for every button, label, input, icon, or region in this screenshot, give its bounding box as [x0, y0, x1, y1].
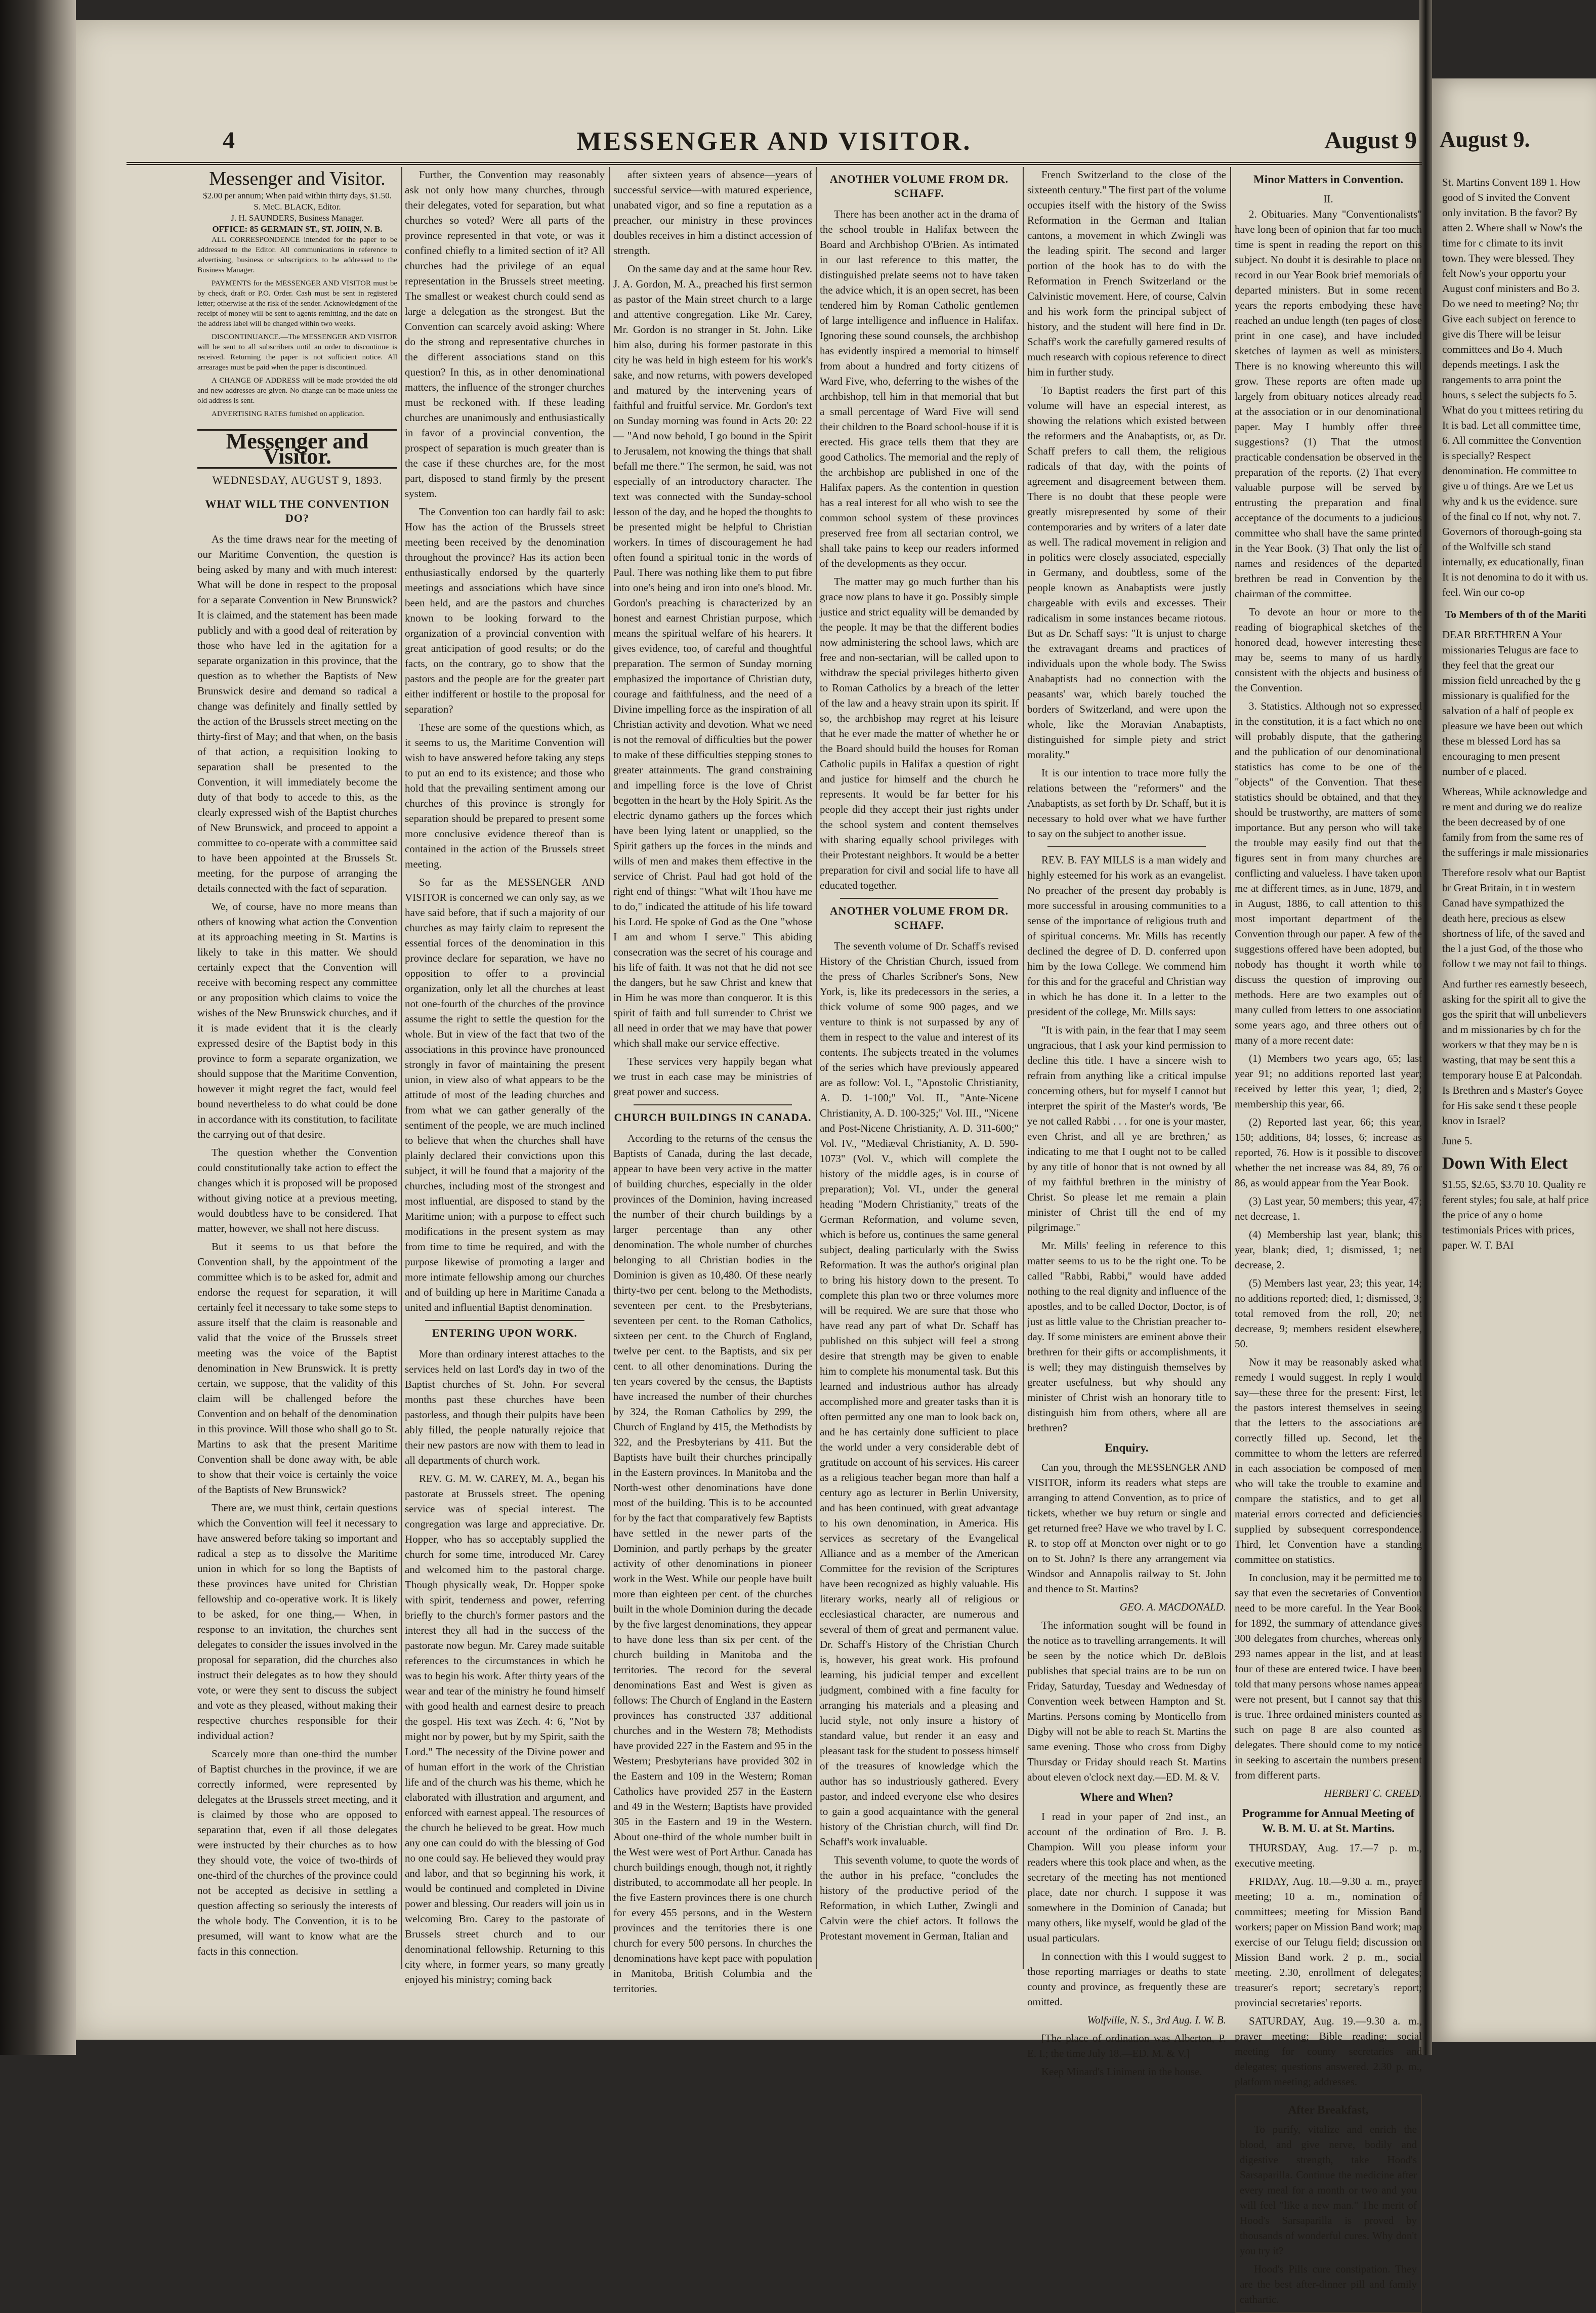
column-3: [613, 167, 812, 1995]
article-paragraph: As the time draws near for the meeting of our Maritime Convention, the question is being asked by many and with much interest: What will be done in respect to the proposal for a separate Convention in New Brunswick? It is claimed, and the statement has been made publicly and with a good deal of reiteration by those who have led in the agitation for a separate organization in this province, that the question as to whether the Baptists of New Brunswick desire and demand so radical a change was definitely and finally settled by the action of the Brussels street meeting on the thirty-first of May; and that when, on the basis of that action, a requisition looking to separation shall be presented to the Convention, it will immediately become the duty of that body to accede to this, as the clearly expressed wish of the Baptist churches of New Brunswick, and proceed to appoint a committee to co-operate with a committee said to have been appointed at the Brussels St. meeting, for the purpose of arranging the details connected with the fact of separation.: [197, 533, 397, 894]
article-paragraph: (2) Reported last year, 66; this year, 150; additions, 84; losses, 6; increase as reported, 76. How is it possible to discover whether the net increase was 84, 89, 76 or 86, as would appear from the Year Book.: [1235, 1116, 1422, 1189]
signature: HERBERT C. CREED.: [1324, 1787, 1422, 1799]
programme-item: THURSDAY, Aug. 17.—7 p. m., executive meeting.: [1235, 1842, 1422, 1869]
column-rule: [816, 167, 817, 1969]
article-paragraph: Now it may be reasonably asked what remedy I would suggest. In reply I would say—these three for the present: First, let the pastors interest themselves in seeing that the letters to the associations are correctly filled up. Second, let the committee to whom the letters are referred in each association be composed of men who will take the trouble to examine and compare the statistics, and to get all material errors corrected and deficiencies supplied by subsequent correspondence. Third, let Convention have a standing committee on statistics.: [1235, 1356, 1422, 1565]
divider: [840, 898, 998, 899]
column-5: [1027, 167, 1226, 2078]
divider: [634, 1104, 792, 1105]
issue-date: August 9: [1324, 127, 1417, 154]
article-paragraph: REV. B. FAY MILLS is a man widely and highly esteemed for his work as an evangelist. No preacher of the present day probably is more successful in arousing communities to a sense of the importance of religious truth and of spiritual concerns. Mr. Mills has recently declined the degree of D. D. conferred upon him by the Iowa College. We commend him for this and for the graceful and Christian way in which he has done it. In a letter to the president of the college, Mr. Mills says:: [1027, 854, 1226, 1018]
column-rule: [1230, 167, 1231, 1969]
article-paragraph: These services very happily began what we trust in each case may be ministries of great power and success.: [613, 1055, 812, 1098]
article-paragraph: These are some of the questions which, as it seems to us, the Maritime Convention will wish to have answered before taking any steps to put an end to its existence; and those who hold that the prevailing sentiment among our churches of this province is strongly for separation should be prepared to present some more conclusive evidence thereof than is contained in the action of the Brussels street meeting.: [405, 721, 605, 870]
article-paragraph: The Convention too can hardly fail to ask: How has the action of the Brussels street meeting been received by the denomination throughout the province? Has its action been enthusiastically endorsed by the quarterly meetings and associations which have since been held, and are the pastors and churches known to be looking forward to the organization of a provincial convention with great anticipation of good results; or do the facts, on the contrary, go to show that the pastors and the people are for the greater part either indifferent or hostile to the proposal for separation?: [405, 506, 605, 715]
article-paragraph: (5) Members last year, 23; this year, 14; no additions reported; died, 1; dismissed, 3; total removed from the roll, 20; net decrease, 9; members resident elsewhere, 50.: [1235, 1277, 1422, 1350]
advert-text: To purify, vitalize and enrich the blood, and give nerve, bodily and digestive strength, take Hood's Sarsaparilla. Continue the medicine after every meal for a month or two and you will feel "like a new man." The merit of Hood's Sarsaparilla is proved by thousands of wonderful cures. Why don't you try it?: [1240, 2123, 1417, 2257]
masthead-notice: PAYMENTS for the MESSENGER AND VISITOR must be by check, draft or P.O. Order. Cash must be sent in registered letter; otherwise at the risk of the sender. Acknowledgment of the receipt of money will be sent to agents remitting, and the date on the address label will be changed within two weeks.: [197, 279, 397, 328]
facing-page-date: August 9.: [1440, 127, 1530, 152]
masthead-manager: J. H. SAUNDERS, Business Manager.: [231, 213, 364, 223]
masthead-notice: ADVERTISING RATES furnished on application.: [212, 410, 365, 418]
advertisement: [1235, 2094, 1422, 2313]
article-paragraph: (4) Membership last year, blank; this year, blank; died, 1; dismissed, 1; net decrease, 2.: [1235, 1228, 1422, 1271]
fragment-paragraph: Therefore resolv what our Baptist br Great Britain, in t in western Canad have sympathized the death here, precious as elsew shortness of life, of the saved and the l a just God, of the those who follow t we may not fail to things.: [1442, 866, 1587, 970]
facing-page-text: [1442, 175, 1589, 1253]
divider: [425, 1320, 584, 1321]
article-paragraph: In conclusion, may it be permitted me to say that even the secretaries of Convention need to be more careful. In the Year Book for 1892, the summary of attendance gives 300 delegates from churches, whereas only 293 names appear in the list, and at least four of these are entered twice. I have been told that many persons whose names appear were not present, but I cannot say that this is true. Three ordained ministers counted as such on page 8 are also counted as delegates. There should come to my notice in seeking to ascertain the numbers present from different parts.: [1235, 1572, 1422, 1781]
article-paragraph: We, of course, have no more means than others of knowing what action the Convention at its approaching meeting in St. Martins is likely to take in this matter. We should certainly expect that the Convention will receive with becoming respect any committee or any proposition which claims to voice the wishes of the New Brunswick churches, and if it is made evident that it is the clearly expressed desire of the Baptist body in this province to form a separate organization, we should suppose that the Maritime Convention, however it might regret the fact, would feel bound nevertheless to do what could be done in accordance with its constitution, to facilitate the carrying out of that desire.: [197, 900, 397, 1140]
book-binding: [0, 0, 76, 2055]
article-paragraph: According to the returns of the census the Baptists of Canada, during the last decade, appear to have been very active in the matter of building churches, especially in the older provinces of the Dominion, having increased the number of their church buildings by a larger percentage than any other denomination. The whole number of churches belonging to all Christian bodies in the Dominion is given as 10,480. Of these nearly thirty-two per cent. belong to the Methodists, seventeen per cent. to the Presbyterians, seventeen per cent. to the Roman Catholics, sixteen per cent. to the Church of England, twelve per cent. to the Baptists, and six per cent. to all other denominations. During the ten years covered by the census, the Baptists have increased the number of their churches by 324, the Roman Catholics by 299, the Church of England by 415, the Methodists by 322, and the Presbyterians by 411. But the Baptists have built their churches principally in the Eastern provinces. In Manitoba and the North-west other denominations have done most of the building. This is to be accounted for by the fact that comparatively few Baptists have settled in the newer parts of the Dominion, and partly perhaps by the greater activity of other denominations in pioneer work in the West. While our people have built more than eighteen per cent. of the churches built in the whole Dominion during the decade by the five largest denominations, they appear to have done less than six per cent. of the church building in Manitoba and the territories. The record for the several denominations East and West is given as follows: The Church of England in the Eastern provinces has constructed 337 additional churches and in the Western 78; Methodists have provided 227 in the Eastern and 95 in the Western; Presbyterians have provided 302 in the Eastern and 109 in the Western; Roman Catholics have provided 257 in the Eastern and 49 in the Western; Baptists have provided 305 in the Eastern and 19 in the Western. About one-third of the whole number built in the West were west of Port Arthur. Canada has church buildings enough, though not, it rightly distributed, to accommodate all her people. In the five Eastern provinces there is one church for every 455 persons, and in the Western provinces and the territories there is one church for every 500 persons. In churches the denominations have kept pace with population in Manitoba, British Columbia and the territories.: [613, 1132, 812, 1995]
article-paragraph: "It is with pain, in the fear that I may seem ungracious, that I ask your kind permission to decline this title. I have a sincere wish to refrain from anything like a critical impulse concerning others, but for myself I cannot but interpret the spirit of the Master's words, 'Be ye not called Rabbi . . . for one is your master, even Christ, and all ye are brethren,' as indicating to me that I ought not to be called by any title of honor that is not owned by all of my faithful brethren in the ministry of Christ. So please let me remain a plain minister of Christ till the end of my pilgrimage.": [1027, 1024, 1226, 1233]
advert-line: Keep Minard's Liniment in the house.: [1041, 2066, 1202, 2078]
article-paragraph: This seventh volume, to quote the words of the author in his preface, "concludes the history of the productive period of the Reformation, in which Luther, Zwingli and Calvin were the chief actors. It follows the Protestant movement in German, Italian and: [820, 1854, 1019, 1942]
page-number: 4: [223, 127, 235, 154]
advert-heading: After Breakfast,: [1288, 2103, 1369, 2116]
section-heading: Programme for Annual Meeting of W. B. M. U. at St. Martins.: [1242, 1807, 1415, 1835]
article-paragraph: The question whether the Convention could constitutionally take action to effect the changes which it is proposed will be proposed without giving notice at a previous meeting, would doubtless have to be considered. That matter, however, we shall not here discuss.: [197, 1146, 397, 1234]
article-paragraph: Can you, through the MESSENGER AND VISITOR, inform its readers what steps are arranging to attend Convention, as to price of tickets, whether we buy return or single and get returned free? Have we who travel by I. C. R. to stop off at Moncton over night or to go on to St. John? Is there any arrangement via Windsor and Annapolis railway to St. John and thence to St. Martins?: [1027, 1461, 1226, 1595]
column-4: [820, 167, 1019, 1969]
signature: GEO. A. MACDONALD.: [1119, 1601, 1226, 1613]
column-1: [197, 167, 397, 1969]
article-heading: ANOTHER VOLUME FROM DR. SCHAFF.: [829, 173, 1009, 199]
column-2: [405, 167, 605, 1986]
article-paragraph: In connection with this I would suggest to those reporting marriages or deaths to state county and province, as frequently these are omitted.: [1027, 1950, 1226, 2008]
column-rule: [1023, 167, 1024, 1969]
article-heading: ANOTHER VOLUME FROM DR. SCHAFF.: [829, 904, 1009, 931]
article-paragraph: [The place of ordination was Alberton, P. E. I.; the time July 18.—ED. M. & V.]: [1027, 2032, 1226, 2059]
article-paragraph: (1) Members two years ago, 65; last year 91; no additions reported last year; received by letter this year, 1; died, 2; membership this year, 66.: [1235, 1052, 1422, 1110]
article-paragraph: More than ordinary interest attaches to the services held on last Lord's day in two of the Baptist churches of St. John. For several months past these churches have been pastorless, and though their pulpits have been ably filled, the people naturally rejoice that their new pastors are now with them to lead in all departments of church work.: [405, 1348, 605, 1466]
facing-page: [1432, 78, 1596, 2042]
newspaper-title: MESSENGER AND VISITOR.: [576, 127, 972, 156]
fragment-paragraph: St. Martins Convent 189 1. How good of S invited the Convent only invitation. B the favor? By atten 2. Where shall w Now's the time for c climate to its invit town. They were blessed. They felt Now's your opportu your August conf ministers and Bo 3. Do we need to meeting? No; thr Give each subject on ference to give dis There will be leisur committees and Bo 4. Much depends meetings. I ask the rangements to arra point the hours, s select the subjects fo 5. What do you t mittees retiring du It is bad. Let all committee time, 6. All committee the Convention is specially? Respect denomination. He committee to give u of things. Are we Let us why and k us the evidence. sure of the final co If not, why not. 7. Governors of thorough-going sta of the Wolfville sch stand internally, ex educationally, finan It is not denomina to do it with us. feel. Win our co-op: [1442, 176, 1588, 598]
article-paragraph: The information sought will be found in the notice as to travelling arrangements. It will be seen by the notice which Dr. deBlois publishes that special trains are to be run on Friday, Saturday, Tuesday and Wednesday of Convention week between Hampton and St. Martins. Persons coming by Monticello from Digby will not be able to reach St. Martins the same evening. Those who cross from Digby Thursday or Friday should reach St. Martins about eleven o'clock next day.—ED. M. & V.: [1027, 1619, 1226, 1783]
article-paragraph: Mr. Mills' feeling in reference to this matter seems to us to be the right one. To be called "Rabbi, Rabbi," would have added nothing to the real dignity and influence of the apostles, and to be called Doctor, Doctor, is of just as little value to the Christian preacher to-day. If some ministers are eminent above their brethren for their gifts or accomplishments, it is well; they may distinguish themselves by greater usefulness, but why should any minister of Christ wish an honorary title to distinguish him from others, where all are brethren?: [1027, 1240, 1226, 1434]
fragment-heading: To Members of th of the Mariti: [1445, 608, 1586, 621]
article-paragraph: So far as the MESSENGER AND VISITOR is concerned we can only say, as we have said before, that if such a majority of our churches as may fairly claim to represent the essential forces of the denomination in this province declare for separation, we have no opposition to offer to a provincial organization, only let all the churches at least not one-fourth of the churches of the province assume the right to settle the question for the whole. But in view of the fact that two of the associations in this province have pronounced strongly in favor of maintaining the present union, in view also of what appears to be the attitude of most of the leading churches and from what we can gather generally of the sentiment of the people, we are much inclined to believe that when the churches shall have plainly declared their convictions upon this subject, it will be found that a majority of the churches, including most of the strongest and most influential, are disposed to stand by the Maritime union; with a purpose to effect such modifications in the present system as may from time to time be required, and with the purpose likewise of promoting a larger and more intimate fellowship among our churches and of building up here in Maritime Canada a united and influential Baptist denomination.: [405, 876, 605, 1313]
article-paragraph: (3) Last year, 50 members; this year, 47; net decrease, 1.: [1235, 1195, 1422, 1222]
article-paragraph: The seventh volume of Dr. Schaff's revised History of the Christian Church, issued from the press of Charles Scribner's Sons, New York, is, like its predecessors in the series, a thick volume of some 900 pages, and we venture to think is not surpassed by any of them in respect to the value and interest of its contents. The subjects treated in the volumes of the series which have previously appeared are as follow: Vol. I., "Apostolic Christianity, A. D. 1-100;" Vol. II., "Ante-Nicene Christianity, A. D. 100-325;" Vol. III., "Nicene and Post-Nicene Christianity, A. D. 311-600;" Vol. IV., "Mediæval Christianity, A. D. 590-1073" (Vol. V., which will complete the history of the middle ages, is in course of preparation); Vol. VI., under the general heading "Modern Christianity," treats of the German Reformation, and volume seven, which is before us, continues the same general subject, dealing particularly with the Swiss Reformation. It was the author's original plan to bring his history down to the present. To complete this plan two or three volumes more will be required. We are sure that those who have read any part of what Dr. Schaff has published on this subject will feel a strong desire that strength may be given to enable him to complete his monumental task. But this learned and industrious author has already accomplished more and greater tasks than it is often permitted any one man to look back on, and he has certainly done sufficient to place the world under a very considerable debt of gratitude on account of his services. His career as a religious teacher began more than half a century ago as lecturer in Berlin University, and has been continued, with great advantage to his own denomination, in America. His services as secretary of the Evangelical Alliance and as a member of the American Committee for the revision of the Scriptures have been recognized as highly valuable. His literary works, nearly all of religious or ecclesiastical character, are numerous and several of them of great and permanent value. Dr. Schaff's History of the Christian Church is, however, his great work. His profound learning, his judicial temper and excellent judgment, combined with a fine faculty for arranging his materials and a pleasing and lucid style, not only insure a history of standard value, but render it an easy and pleasant task for the student to possess himself of the treasures of knowledge which the author has so industriously gathered. Every pastor, and indeed everyone else who desires to gain a good acquaintance with the general history of the Christian church, will find Dr. Schaff's work invaluable.: [820, 940, 1019, 1848]
article-paragraph: Further, the Convention may reasonably ask not only how many churches, through their delegates, voted for separation, but what churches so voted? Were all parts of the province represented in that vote, or was it confined chiefly to a limited section of it? All churches had the privilege of an equal representation in the Brussels street meeting. The smallest or weakest church could send as large a delegation as the strongest. But the Convention can scarcely avoid asking: Where do the strong and representative churches in the different associations stand on this question? In this, as in other denominational matters, the influence of the stronger churches must be reckoned with. If these leading churches are unanimously and enthusiastically in favor of a provincial convention, the prospect of separation is much greater than is the case if these churches are, for the most part, disposed to stand firmly by the present system.: [405, 169, 605, 500]
article-heading: CHURCH BUILDINGS IN CANADA.: [614, 1111, 812, 1124]
masthead-banner: Messenger and Visitor.: [197, 429, 397, 469]
programme-item: FRIDAY, Aug. 18.—9.30 a. m., prayer meeting; 10 a. m., nomination of committees; meeting for Mission Band workers; paper on Mission Band work; map exercise of our Telugu field; discussion on Mission Band work. 2 p. m., social meeting. 2.30, enrollment of delegates; treasurer's report; secretary's report; provincial secretaries' reports.: [1235, 1875, 1422, 2009]
signature: Wolfville, N. S., 3rd Aug. I. W. B.: [1087, 2014, 1226, 2026]
masthead-price: $2.00 per annum; When paid within thirty days, $1.50.: [203, 191, 392, 200]
section-heading: Minor Matters in Convention.: [1253, 173, 1403, 186]
advert-text: Hood's Pills cure constipation. They are the best after-dinner pill and family cathartic.: [1240, 2263, 1417, 2305]
article-paragraph: after sixteen years of absence—years of successful service—with matured experience, unabated vigor, and so fine a reputation as a preacher, our ministry in these provinces doubles receives in him a distinct accession of strength.: [613, 169, 812, 257]
masthead-notice: A CHANGE OF ADDRESS will be made provided the old and new addresses are given. No change can be made unless the old address is sent.: [197, 377, 397, 405]
column-rule: [401, 167, 402, 1969]
fragment-date: June 5.: [1442, 1135, 1473, 1147]
masthead-office: OFFICE: 85 GERMAIN ST., ST. JOHN, N. B.: [212, 224, 383, 234]
article-paragraph: 3. Statistics. Although not so expressed in the constitution, it is a fact which no one will probably dispute, that the gathering and the publication of our denominational statistics has come to be one of the "objects" of the Convention. That these statistics should be obtained, and that they should be trustworthy, are matters of some importance. But any person who will take the trouble may easily find out that the figures sent in from many churches are conflicting and valueless. I have taken upon me at different times, as in June, 1879, and in August, 1886, to call attention to this most important department of the Convention through our paper. A few of the suggestions offered have been adopted, but nobody has thought it worth while to discuss the question of improving our methods. Here are two examples out of many culled from letters to one association some years ago, and three others out of many of a more recent date:: [1235, 700, 1422, 1046]
masthead-notice: ALL CORRESPONDENCE intended for the paper to be addressed to the Editor. All communications in reference to advertising, business or subscriptions to be addressed to the Business Manager.: [197, 236, 397, 274]
column-6: [1235, 167, 1422, 2305]
section-heading: Where and When?: [1080, 1791, 1173, 1803]
article-paragraph: It is our intention to trace more fully the relations between the "reformers" and the Anabaptists, as set forth by Dr. Schaff, but it is necessary to hold over what we have further to say on the subject to another issue.: [1027, 767, 1226, 840]
divider: [1047, 846, 1206, 847]
fragment-paragraph: DEAR BRETHREN A Your missionaries Telugus are face to they feel that the great our mission field unreached by the g missionary is qualified for the salvation of a half of people ex pleasure we have been out which these m blessed Lord has sa encouraging to men present number of e placed.: [1442, 629, 1583, 777]
programme-item: SATURDAY, Aug. 19.—9.30 a. m., prayer meeting; Bible reading; social meeting for county secretaries and delegates; questions answered. 2.30 p. m., platform meeting; addresses.: [1235, 2015, 1422, 2088]
fragment-advert-title: Down With Elect: [1442, 1154, 1568, 1173]
dateline: WEDNESDAY, AUGUST 9, 1893.: [212, 474, 383, 486]
article-paragraph: To devote an hour or more to the reading of biographical sketches of the honored dead, however interesting these may be, seems to many of us hardly consistent with the objects and business of the Convention.: [1235, 606, 1422, 694]
article-paragraph: French Switzerland to the close of the sixteenth century." The first part of the volume occupies itself with the history of the Swiss Reformation in the German and Italian cantons, a movement in which Zwingli was the leading spirit. The second and larger portion of the book has to do with the Reformation in French Switzerland or the Calvinistic movement. Here, of course, Calvin and his work form the principal subject of history, and the student will here find in Dr. Schaff's work the carefully garnered results of much research with copious reference to direct him in further study.: [1027, 169, 1226, 378]
article-paragraph: 2. Obituaries. Many "Conventionalists" have long been of opinion that far too much time is spent in reading the report on this subject. No doubt it is desirable to place on record in our Year Book brief memorials of departed ministers. But in some recent years the reports embodying these have reached an undue length (ten pages of close print in one case), and have included sketches of laymen as well as ministers. There is no knowing whereunto this will grow. These reports are often made up largely from obituary notices already read at the association or in our denominational paper. May I humbly offer three suggestions? (1) That the utmost practicable condensation be observed in the preparation of the reports. (2) That every valuable purpose will be served by entrusting the preparation and final acceptance of the documents to a judicious committee who shall have the same printed in the Year Book. (3) That only the list of names and residences of the departed brethren be read in Convention by the chairman of the committee.: [1235, 208, 1422, 600]
article-paragraph: I read in your paper of 2nd inst., an account of the ordination of Bro. J. B. Champion. Will you please inform your readers where this took place and when, as the secretary of the meeting has not mentioned place, date nor church. I suppose it was somewhere in the Dominion of Canada; but many others, like myself, would be glad of the usual particulars.: [1027, 1810, 1226, 1944]
article-paragraph: REV. G. M. W. CAREY, M. A., began his pastorate at Brussels street. The opening service was of special interest. The congregation was large and appreciative. Dr. Hopper, who has so acceptably supplied the church for some time, introduced Mr. Carey and welcomed him to the pastoral charge. Though physically weak, Dr. Hopper spoke with spirit, tenderness and power, referring briefly to the church's former pastors and the interest they all had in the success of the pastorate now begun. Mr. Carey made suitable references to the circumstances in which he was to begin his work. After thirty years of the wear and tear of the ministry he found himself with good health and earnest desire to preach the gospel. His text was Zech. 4: 6, "Not by might nor by power, but by my Spirit, saith the Lord." The necessity of the Divine power and of human effort in the work of the Christian life and of the church was his theme, which he elaborated with illustration and argument, and enforced with earnest appeal. The resources of the church he believed to be great. How much any one can could do with the blessing of God no one could say. He believed they would pray and labor, and that so beginning his work, it would be continued and completed in Divine power and blessing. Our readers will join us in welcoming Bro. Carey to the pastorate of Brussels street church and to our denominational fellowship. Returning to this city where, in former years, so many greatly enjoyed his ministry; coming back: [405, 1472, 605, 1986]
fragment-paragraph: Whereas, While acknowledge and re ment and during we do realize the been decreased by of one family from from the same res of the sufferings ir male missionaries: [1442, 786, 1588, 858]
masthead-notice: DISCONTINUANCE.—The MESSENGER AND VISITOR will be sent to all subscribers until an order to discontinue is received. Returning the paper is not sufficient notice. All arrearages must be paid when the paper is discontinued.: [197, 333, 397, 371]
article-paragraph: But it seems to us that before the Convention shall, by the appointment of the committee which is to be asked for, admit and endorse the request for separation, it will certainly feel it necessary to take some steps to assure itself that the claim is reasonable and valid that the voice of the Brussels street meeting was the voice of the Baptist denomination in New Brunswick. It is pretty certain, we suppose, that the validity of this claim will be challenged before the Convention and on behalf of the denomination in this province. Will those who shall go to St. Martins to ask that the present Maritime Convention shall be done away with, be able to show that their voice is certainly the voice of the Baptists of New Brunswick?: [197, 1241, 397, 1496]
column-rule: [609, 167, 610, 1969]
article-paragraph: On the same day and at the same hour Rev. J. A. Gordon, M. A., preached his first sermon as pastor of the Main street church to a large and attentive congregation. Like Mr. Carey, Mr. Gordon is no stranger in St. John. Like him also, during his former pastorate in this city he was held in high esteem for his work's sake, and now returns, with powers developed and matured by the intervening years of faithful and fruitful service. Mr. Gordon's text on Sunday morning was found in Acts 20: 22— "And now behold, I go bound in the Spirit to Jerusalem, not knowing the things that shall befall me there." The sermon, he said, was not especially of an introductory character. The text was connected with the Sunday-school lesson of the day, and he hoped the thoughts to be presented might be helpful to Christian workers. In times of discouragement he had often found a spiritual tonic in the words of Paul. There was nothing like them to put fibre into one's being and iron into one's blood. Mr. Gordon's preaching is characterized by an honest and earnest Christian purpose, which means the spiritual welfare of his hearers. It gives evidence, too, of careful and thoughtful preparation. The sermon of Sunday morning emphasized the importance of Christian duty, courage and faithfulness, and the need of a Divine impelling force as the inspiration of all Christian activity and devotion. What we need is not the removal of difficulties but the power to make of these difficulties stepping stones to greater attainments. The grand constraining and impelling force is the love of Christ begotten in the heart by the Holy Spirit. As the electric dynamo gathers up the forces which have been lying latent or unapplied, so the Spirit gathers up the forces in the minds and wills of men and makes them effective in the service of Christ. Paul had got hold of the right end of things: "What wilt Thou have me to do," indicated the attitude of his life toward his Lord. He spoke of God as the One "whose I am and whom I serve." This abiding consecration was the secret of his courage and his life of faith. It was not that he did not see the dangers, but he saw Christ and knew that in Him he was more than conqueror. It is this spirit of faith and full surrender to Christ we all need in order that we may have that power which shall make our service effective.: [613, 263, 812, 1049]
article-heading: ENTERING UPON WORK.: [432, 1327, 577, 1339]
article-paragraph: To Baptist readers the first part of this volume will have an especial interest, as showing the relations which existed between the reformers and the Anabaptists, or, as Dr. Schaff prefers to call them, the religious radicals of that day, with the points of agreement and disagreement between them. There is no doubt that these people were greatly misrepresented by some of their contemporaries and by writers of a later date as well. The radical movement in religion and in politics were closely associated, especially in Germany, and doubtless, some of the people known as Anabaptists were justly chargeable with evils and excesses. Their radicalism in some instances became riotous. But as Dr. Schaff says: "It is unjust to charge the extravagant dreams and practices of individuals upon the whole body. The Swiss Anabaptists had no connection with the peasants' war, which barely touched the borders of Switzerland, and were upon the whole, like the Moravian Anabaptists, distinguished for simple piety and strict morality.": [1027, 384, 1226, 761]
section-number: II.: [1323, 193, 1333, 205]
page-header: [127, 121, 1422, 165]
fragment-paragraph: And further res earnestly beseech, asking for the spirit all to give the gos the spirit that will unbelievers and m missionaries by ch for the workers w that they may be n is wasting, that may be sent this a temporary house E at Palcondah. Is Brethren and s Master's Goyee for His sake send t these people knov in Israel?: [1442, 978, 1587, 1127]
masthead-title: Messenger and Visitor.: [209, 168, 386, 189]
article-paragraph: Scarcely more than one-third the number of Baptist churches in the province, if we are correctly informed, were represented by delegates at the Brussels street meeting, and it is claimed by those who are opposed to separation that, even if all those delegates were instructed by their churches as to how they should vote, the voice of two-thirds of one-third of the churches of the province could not be accepted as decisive in settling a question affecting so seriously the interests of the whole body. The Convention, it is to be presumed, will want to know what are the facts in this connection.: [197, 1748, 397, 1957]
article-paragraph: There has been another act in the drama of the school trouble in Halifax between the Board and Archbishop O'Brien. As intimated in our last reference to this matter, the distinguished prelate seems not to have taken the advice which, it is an open secret, has been tendered him by Roman Catholic gentlemen of large intelligence and influence in Halifax. Ignoring these sound counsels, the archbishop has evidently inspired a memorial to himself from about a hundred and forty citizens of Ward Five, who, deferring to the wishes of the archbishop, tell him in that memorial that but a small percentage of Ward Five will send their children to the Board school-house if it is erected. His grace tells them that they are good Catholics. The memorial and the reply of the archbishop are published in one of the Halifax papers. As the contention in question has a real interest for all who wish to see the common school system of these provinces preserved free from all sectarian control, we shall take pains to keep our readers informed of the developments as they occur.: [820, 208, 1019, 569]
article-paragraph: There are, we must think, certain questions which the Convention will feel it necessary to have answered before taking so important and radical a step as to dissolve the Maritime union in which for so long the Baptists of these provinces have united for Christian fellowship and co-operative work. It is likely to be asked, for one thing,— When, in response to an invitation, the churches sent delegates to consider the issues involved in the proposal for separation, did the churches also instruct their delegates as to how they should vote, or were they sent to discuss the subject and vote as they pleased, without making their respective churches responsible for their individual action?: [197, 1502, 397, 1742]
article-heading: WHAT WILL THE CONVENTION DO?: [205, 498, 390, 524]
fragment-advert-text: $1.55, $2.65, $3.70 10. Quality re ferent styles; fou sale, at half price the price of any o home testimonials Prices with prices, paper. W. T. BAI: [1442, 1178, 1589, 1251]
section-heading: Enquiry.: [1105, 1441, 1149, 1454]
masthead-editor: S. McC. BLACK, Editor.: [254, 202, 341, 212]
article-paragraph: The matter may go much further than his grace now plans to have it go. Possibly simple justice and strict equality will be demanded by the people. It may be that the different bodies now administering the school laws, which are free and non-sectarian, will be called upon to withdraw the special privileges hitherto given to Roman Catholics by a breach of the letter of the law and a heavy strain upon its spirit. If so, the archbishop may regret at his leisure that he ever made the matter of whether he or the Board should build the houses for Roman Catholic pupils in Halifax a question of right and justice for himself and the church he represents. It would be far better for his people did they accept their just rights under the school system and content themselves with sharing equally school privileges with their Protestant neighbors. It would be a better preparation for civil and social life to have all educated together.: [820, 575, 1019, 891]
